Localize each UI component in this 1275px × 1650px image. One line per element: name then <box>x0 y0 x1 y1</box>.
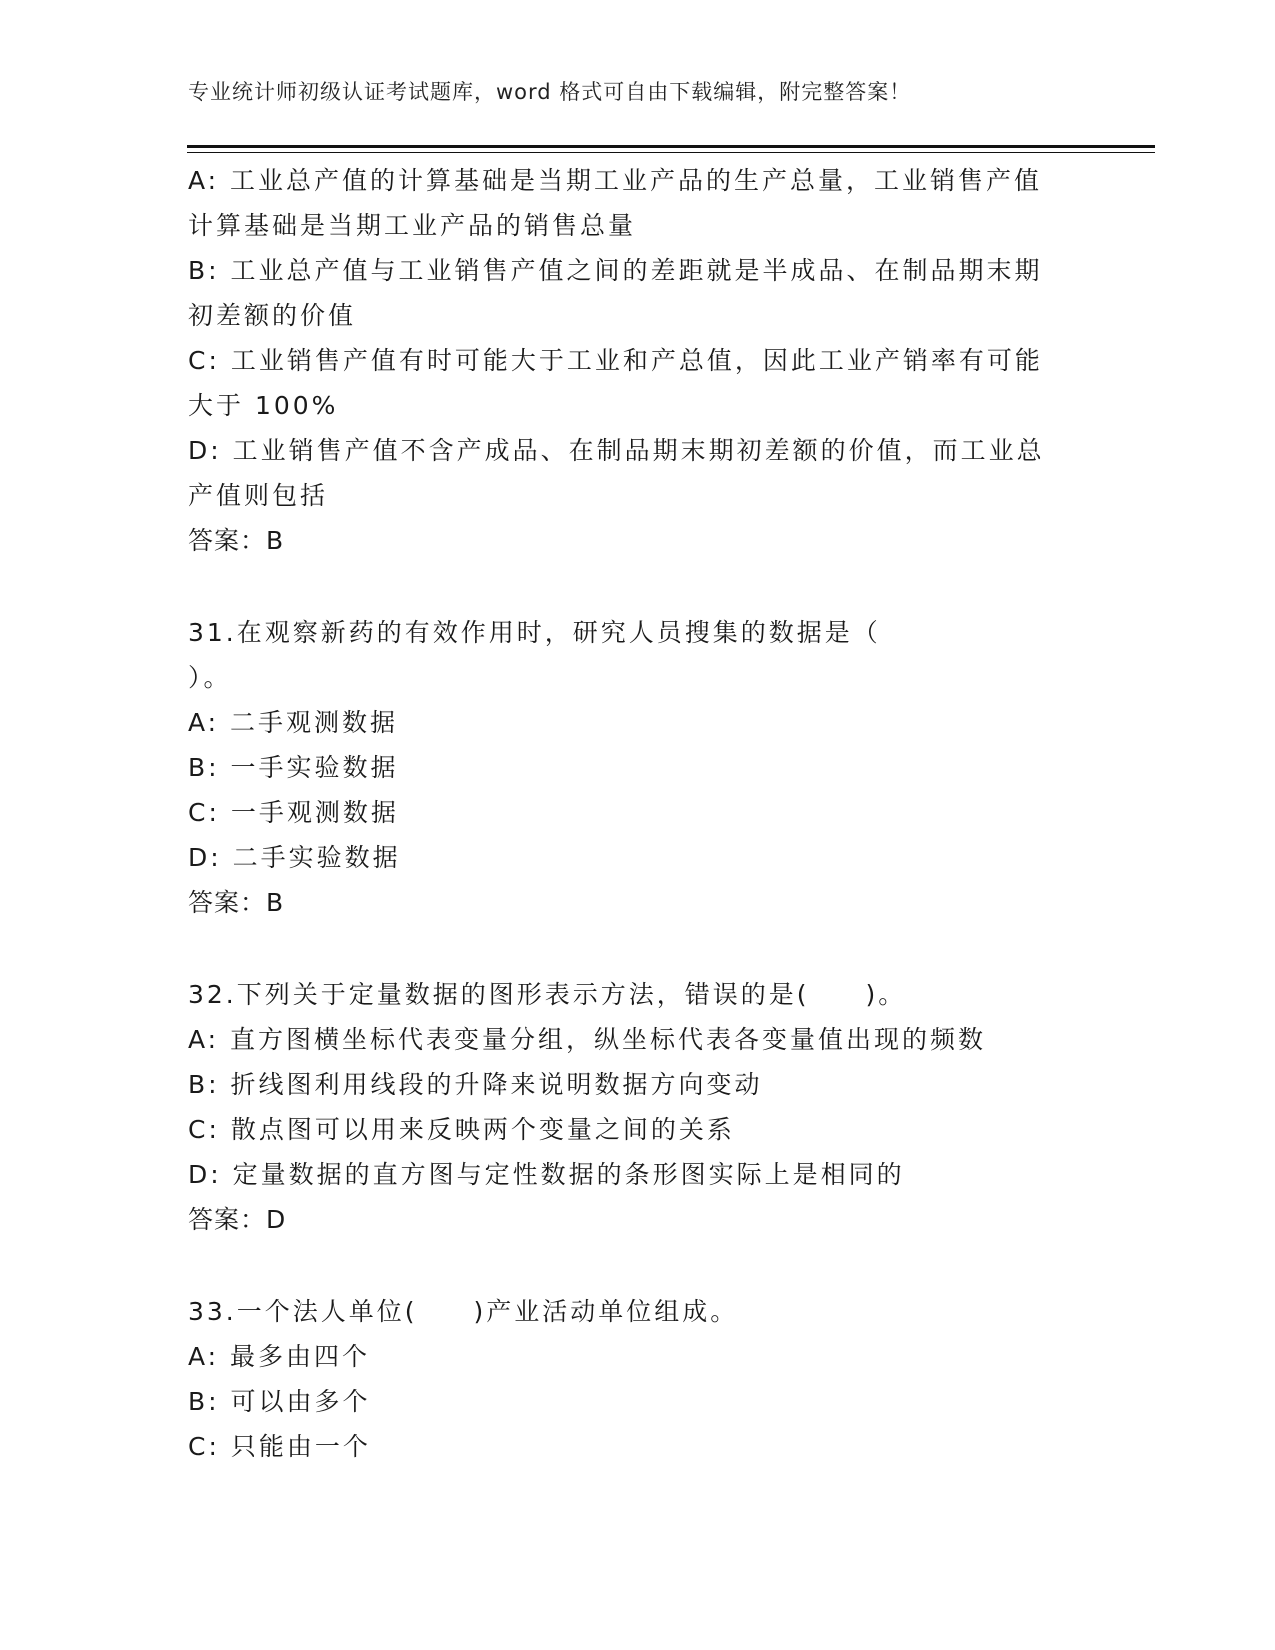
q32-option-a: A: 直方图横坐标代表变量分组，纵坐标代表各变量值出现的频数 <box>188 1025 987 1054</box>
q33-option-c: C: 只能由一个 <box>188 1432 371 1461</box>
q30-option-b-line2: 初差额的价值 <box>188 301 357 330</box>
q30-option-b-line1: B: 工业总产值与工业销售产值之间的差距就是半成品、在制品期末期 <box>188 256 1043 285</box>
question-33 <box>188 1289 1088 1469</box>
question-32 <box>188 972 1088 1242</box>
spacer <box>188 1242 1088 1289</box>
page-header: 专业统计师初级认证考试题库，word 格式可自由下载编辑，附完整答案！ <box>188 80 912 104</box>
q31-option-d: D: 二手实验数据 <box>188 843 401 872</box>
q31-option-b: B: 一手实验数据 <box>188 753 399 782</box>
document-body <box>188 158 1088 1469</box>
q31-answer: 答案：B <box>188 888 285 917</box>
q32-stem: 32.下列关于定量数据的图形表示方法，错误的是( )。 <box>188 980 907 1009</box>
question-30-continued <box>188 158 1088 563</box>
spacer <box>188 925 1088 972</box>
q30-option-d-line2: 产值则包括 <box>188 481 329 510</box>
header-divider-thin <box>187 152 1155 153</box>
q31-option-a: A: 二手观测数据 <box>188 708 399 737</box>
q30-option-a-line1: A: 工业总产值的计算基础是当期工业产品的生产总量，工业销售产值 <box>188 166 1043 195</box>
q33-stem: 33.一个法人单位( )产业活动单位组成。 <box>188 1297 739 1326</box>
q30-option-d-line1: D: 工业销售产值不含产成品、在制品期末期初差额的价值，而工业总 <box>188 436 1045 465</box>
question-31 <box>188 610 1088 925</box>
q32-option-b: B: 折线图利用线段的升降来说明数据方向变动 <box>188 1070 763 1099</box>
q30-option-c-line1: C: 工业销售产值有时可能大于工业和产总值，因此工业产销率有可能 <box>188 346 1043 375</box>
q33-option-b: B: 可以由多个 <box>188 1387 371 1416</box>
q30-option-c-line2: 大于 100% <box>188 391 339 420</box>
q31-option-c: C: 一手观测数据 <box>188 798 399 827</box>
q30-answer: 答案：B <box>188 526 285 555</box>
q30-option-a-line2: 计算基础是当期工业产品的销售总量 <box>188 211 637 240</box>
q33-option-a: A: 最多由四个 <box>188 1342 371 1371</box>
header-divider-thick <box>187 145 1155 148</box>
q32-option-d: D: 定量数据的直方图与定性数据的条形图实际上是相同的 <box>188 1160 905 1189</box>
q32-answer: 答案：D <box>188 1205 287 1234</box>
spacer <box>188 563 1088 610</box>
q31-stem-line1: 31.在观察新药的有效作用时，研究人员搜集的数据是（ <box>188 618 881 647</box>
q32-option-c: C: 散点图可以用来反映两个变量之间的关系 <box>188 1115 735 1144</box>
q31-stem-line2: ）。 <box>188 663 232 692</box>
